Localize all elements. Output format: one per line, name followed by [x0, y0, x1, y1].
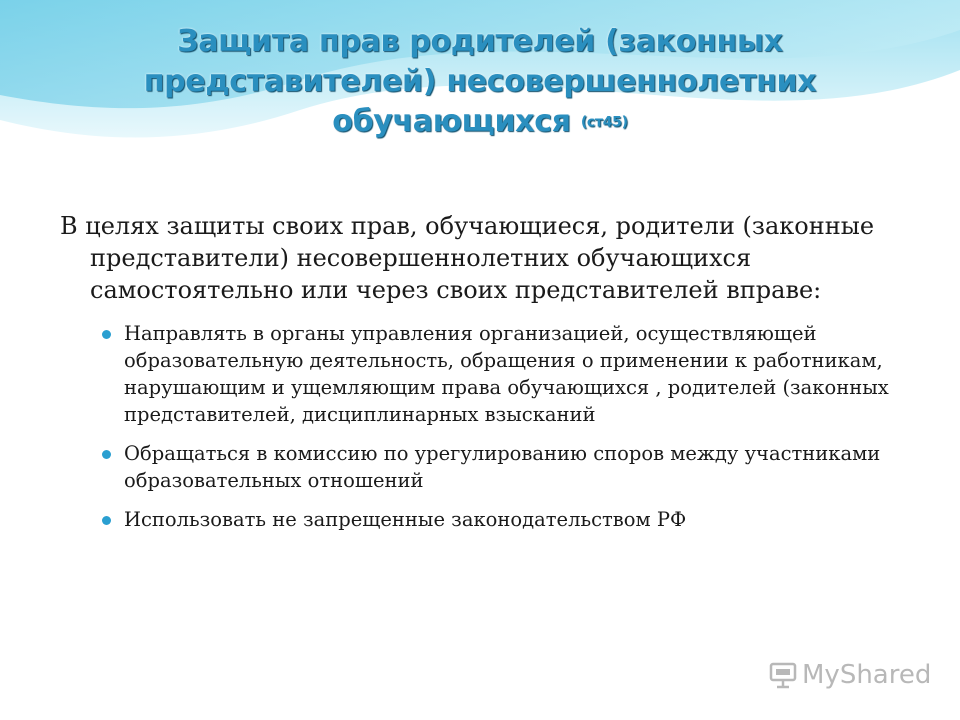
bullet-text: Направлять в органы управления организацией, осуществляющей образовательную деятельность, обращения о применении к работникам, нарушающим и ущемляющим права обучающихся , родителей (законных представителей, дисциплинарных взысканий — [124, 322, 889, 426]
watermark — [768, 660, 931, 690]
title-line-2: представителей) несовершеннолетних — [143, 64, 817, 99]
bullet-dot-icon — [102, 450, 111, 459]
title-article-ref: (ст45) — [580, 114, 628, 131]
title-line-3 — [60, 102, 900, 143]
title-line-1: Защита прав родителей (законных — [177, 24, 783, 59]
presentation-board-icon — [768, 660, 798, 690]
slide-body — [60, 210, 910, 545]
lead-paragraph: В целях защиты своих прав, обучающиеся, родители (законные представители) несовершеннолетних обучающихся самостоятельно или через своих представителей вправе: — [60, 212, 875, 304]
title-line-3-text: обучающихся — [332, 104, 571, 139]
bullet-dot-icon — [102, 516, 111, 525]
bullet-item — [124, 440, 910, 494]
watermark-text: MyShared — [802, 660, 932, 690]
bullet-text: Использовать не запрещенные законодательством РФ — [124, 508, 687, 531]
bullet-text: Обращаться в комиссию по урегулированию споров между участниками образовательных отношений — [124, 442, 881, 492]
slide-title — [60, 22, 900, 143]
bullet-item — [124, 320, 910, 428]
bullet-item — [124, 506, 910, 533]
bullet-dot-icon — [102, 330, 111, 339]
bullet-list — [60, 320, 910, 533]
